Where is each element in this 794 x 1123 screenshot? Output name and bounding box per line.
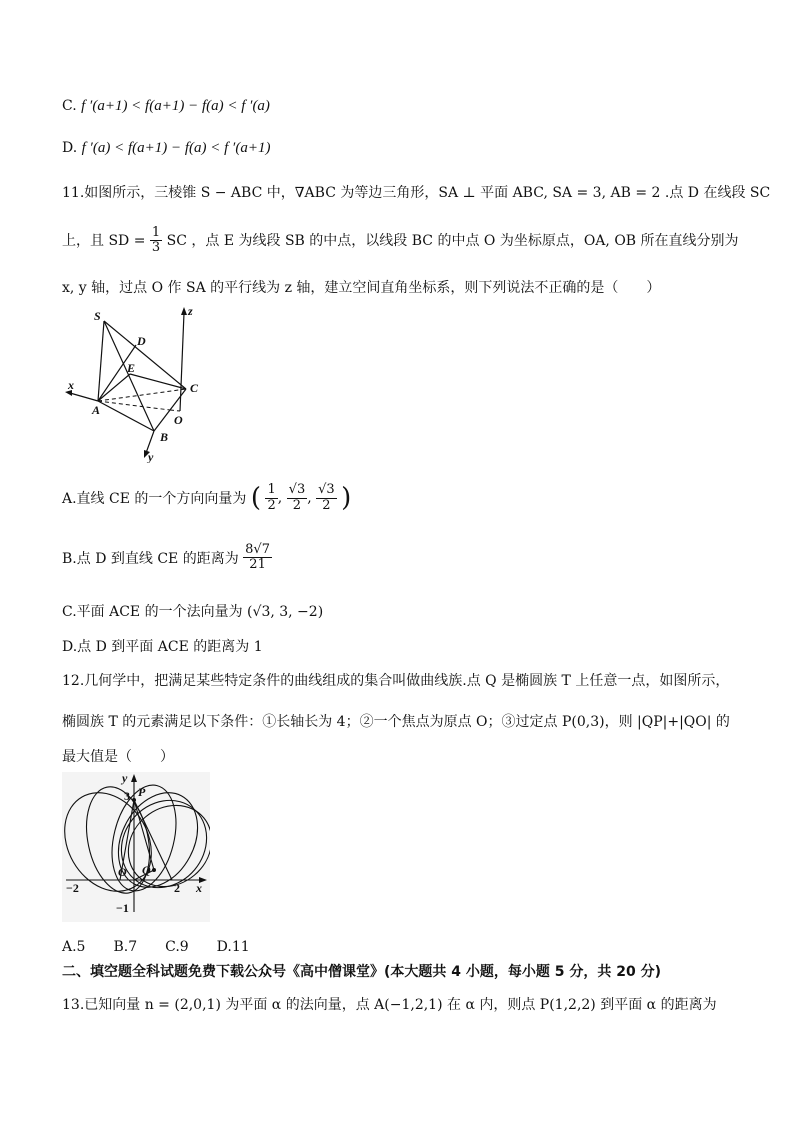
frac-num: √3 [318, 482, 335, 498]
q10-option-c [62, 98, 270, 115]
q11-stem-line3: x, y 轴，过点 O 作 SA 的平行线为 z 轴，建立空间直角坐标系，则下列说法不正确的是（ ） [62, 280, 661, 296]
label-o: O [118, 865, 127, 879]
label-s: S [94, 309, 101, 323]
q12-options: A.5 B.7 C.9 D.11 [62, 939, 250, 955]
option-math: f ′(a+1) < f(a+1) − f(a) < f ′(a) [81, 98, 270, 114]
fraction-one-third [150, 226, 162, 256]
frac-den: 3 [151, 240, 161, 256]
label-x: x [68, 378, 74, 392]
option-math: f ′(a) < f(a+1) − f(a) < f ′(a+1) [81, 140, 271, 156]
option-label: D. [62, 140, 78, 156]
ellipse-family-figure [62, 772, 210, 922]
label-z: z [188, 304, 193, 318]
tetrahedron-figure [62, 303, 207, 463]
label-x: x [196, 881, 202, 895]
edge-sb [104, 321, 154, 431]
label-3: 3 [124, 789, 130, 803]
point-q [152, 868, 156, 872]
frac-num: √3 [288, 482, 306, 498]
frac-num: 1 [151, 225, 161, 240]
frac-num: 8√7 [245, 542, 270, 557]
vec-comp-2 [287, 483, 308, 513]
stem-text: 上，且 SD = [62, 232, 146, 249]
edge-sc [104, 321, 186, 389]
label-y: y [148, 450, 154, 463]
q11-option-a: A.直线 CE 的一个方向向量为 ( $\frac{1}{2}$ , $\frac{√3}{2}$ , $\frac{√3}{2}$ ) [62, 482, 352, 513]
q11-option-c: C.平面 ACE 的一个法向量为 (√3, 3, −2) [62, 604, 324, 620]
label-b: B [160, 430, 169, 444]
edge-ac-dashed [98, 389, 186, 401]
label-q: Q [142, 863, 151, 877]
q11-option-b [62, 543, 272, 573]
edge-ao-dashed [98, 401, 170, 410]
z-arrow-icon [181, 307, 187, 315]
label-o: O [174, 413, 183, 427]
q12-stem-line1: 12.几何学中，把满足某些特定条件的曲线组成的集合叫做曲线族.点 Q 是椭圆族 T 上任意一点，如图所示， [62, 673, 730, 689]
paren-close: ) [341, 483, 352, 513]
option-text: B.点 D 到直线 CE 的距离为 [62, 550, 239, 567]
label-p: P [138, 785, 146, 799]
label-c: C [190, 381, 199, 395]
label-2: 2 [174, 881, 180, 895]
vec-comp-3 [316, 483, 337, 513]
x-axis-dashed [170, 410, 180, 411]
frac-den: 21 [249, 557, 266, 573]
edge-ab [98, 401, 154, 431]
q12-stem-line2: 椭圆族 T 的元素满足以下条件：①长轴长为 4；②一个焦点为原点 O；③过定点 P(0,3)，则 |QP|+|QO| 的 [62, 714, 730, 730]
edge-sa [98, 321, 104, 401]
z-axis [180, 313, 184, 411]
figure-background [62, 772, 210, 922]
vec-comp-1 [265, 483, 277, 513]
q11-stem-line2 [62, 226, 739, 256]
q12-stem-line3: 最大值是（ ） [62, 749, 174, 765]
q10-option-d [62, 140, 270, 157]
option-label: C. [62, 98, 77, 114]
stem-text: SC ，点 E 为线段 SB 的中点，以线段 BC 的中点 O 为坐标原点，OA, OB 所在直线分别为 [166, 232, 739, 249]
label-e: E [127, 361, 136, 375]
q11-option-d: D.点 D 到平面 ACE 的距离为 1 [62, 639, 263, 655]
option-text: A.直线 CE 的一个方向向量为 [62, 491, 247, 507]
x-axis [70, 393, 98, 401]
frac-num: 1 [267, 482, 276, 498]
frac-den: 2 [322, 497, 331, 513]
distance-fraction [243, 543, 272, 573]
frac-den: 2 [292, 497, 302, 513]
section-heading: 二、填空题全科试题免费下载公众号《高中僧课堂》(本大题共 4 小题，每小题 5 分，共 20 分) [62, 964, 662, 980]
q13-stem-line1: 13.已知向量 n = (2,0,1) 为平面 α 的法向量，点 A(−1,2,1) 在 α 内，则点 P(1,2,2) 到平面 α 的距离为 [62, 997, 717, 1013]
label-neg1: −1 [116, 901, 129, 915]
label-neg2: −2 [66, 881, 79, 895]
point-p [132, 798, 136, 802]
label-d: D [137, 334, 146, 348]
label-a: A [92, 403, 101, 417]
q11-stem-line1: 11.如图所示，三棱锥 S − ABC 中，∇ABC 为等边三角形，SA ⊥ 平面 ABC, SA = 3, AB = 2 .点 D 在线段 SC [62, 185, 771, 201]
paren-open: ( [250, 483, 262, 513]
label-y: y [122, 772, 128, 785]
frac-den: 2 [267, 497, 276, 513]
